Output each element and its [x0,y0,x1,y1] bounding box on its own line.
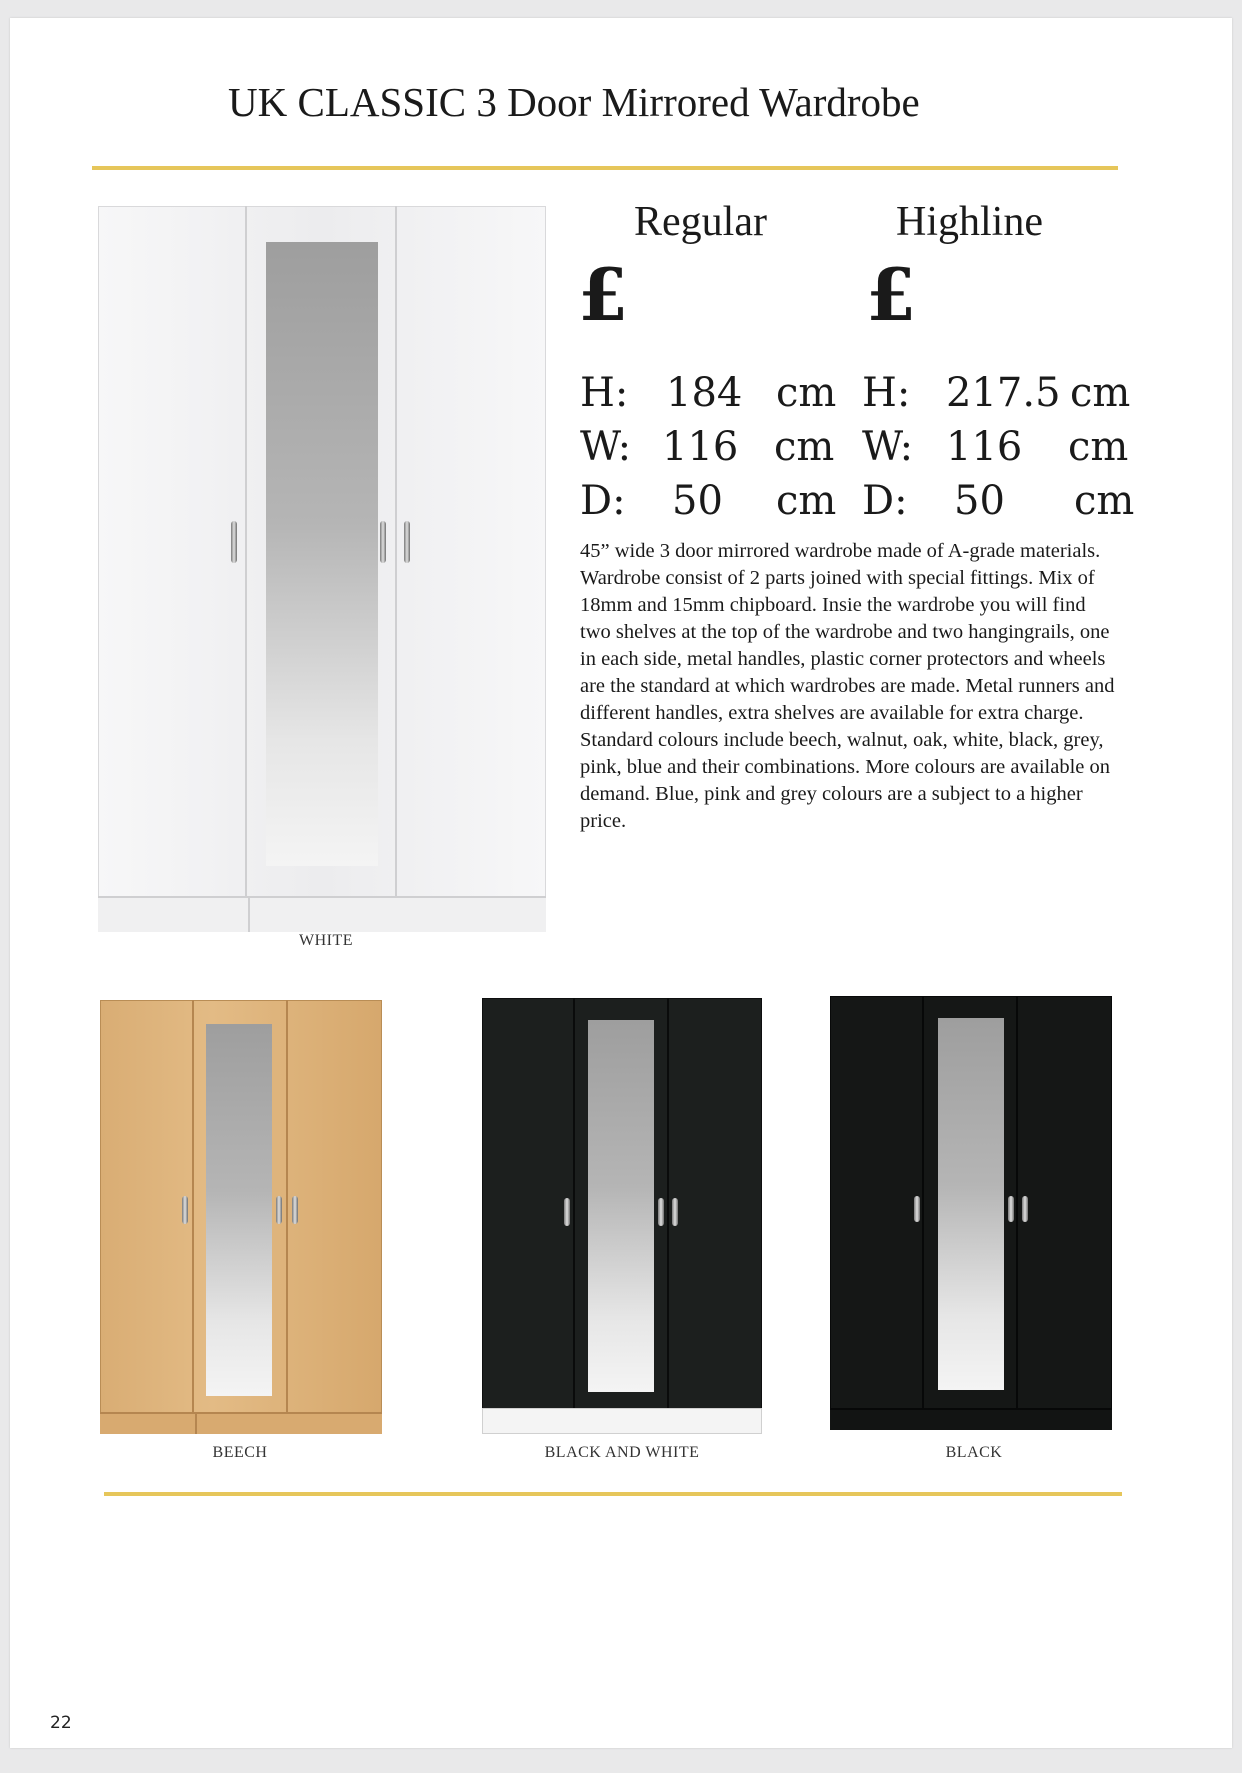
regular-width-value: 116 [662,424,739,470]
black-wardrobe-image [830,996,1112,1430]
door-handle [380,521,386,563]
black-and-white-caption: BLACK AND WHITE [544,1444,700,1461]
door-handle [182,1196,188,1224]
highline-width-unit: cm [1068,424,1129,470]
highline-height: H: [862,370,911,416]
beech-caption: BEECH [212,1444,268,1461]
door-handle [564,1198,570,1226]
regular-height-value: 184 [666,370,743,416]
regular-height: H: [580,370,629,416]
highline-width: W: [862,424,914,470]
door-handle [292,1196,298,1224]
highline-depth-value: 50 [954,478,1005,524]
page-number: 22 [50,1713,72,1733]
page-title: UK CLASSIC 3 Door Mirrored Wardrobe [228,79,920,125]
door-handle [1022,1196,1028,1222]
mirror-panel [938,1018,1004,1390]
highline-height-value: 217.5 [946,370,1061,416]
black-and-white-wardrobe-image [482,998,762,1434]
regular-depth-unit: cm [776,478,837,524]
regular-height-unit: cm [776,370,837,416]
beech-wardrobe-image [100,1000,382,1434]
title-divider [92,166,1118,170]
regular-depth-value: 50 [672,478,723,524]
product-description: 45” wide 3 door mirrored wardrobe made of A-grade materials. Wardrobe consist of 2 parts joined with special fittings. Mix of 18mm and 15mm chipboard. Insie the wardrobe you will find two shelves at the top of the wardrobe and two hangingrails, one in each side, metal handles, plastic corner protectors and wheels are the standard at which wardrobes are made. Metal runners and different handles, extra shelves are available for extra charge. Standard colours include beech, walnut, oak, white, black, grey, pink, blue and their combinations. More colours are available on demand. Blue, pink and grey colours are a subject to a higher price. [580,540,1115,832]
door-handle [658,1198,664,1226]
mirror-panel [206,1024,272,1396]
mirror-panel [266,242,378,866]
highline-depth-unit: cm [1074,478,1135,524]
black-caption: BLACK [945,1444,1003,1461]
door-handle [914,1196,920,1222]
regular-depth: D: [580,478,626,524]
mirror-panel [588,1020,654,1392]
highline-height-unit: cm [1070,370,1131,416]
regular-price-symbol: £ [578,252,629,337]
door-handle [672,1198,678,1226]
door-handle [231,521,237,563]
regular-heading: Regular [634,199,767,245]
white-wardrobe-image [98,206,546,932]
regular-width: W: [580,424,632,470]
door-handle [1008,1196,1014,1222]
bottom-divider [104,1492,1122,1496]
door-handle [404,521,410,563]
door-handle [276,1196,282,1224]
regular-width-unit: cm [774,424,835,470]
highline-depth: D: [862,478,908,524]
highline-heading: Highline [896,199,1043,245]
white-caption: WHITE [298,932,354,949]
highline-price-symbol: £ [866,252,917,337]
highline-width-value: 116 [946,424,1023,470]
